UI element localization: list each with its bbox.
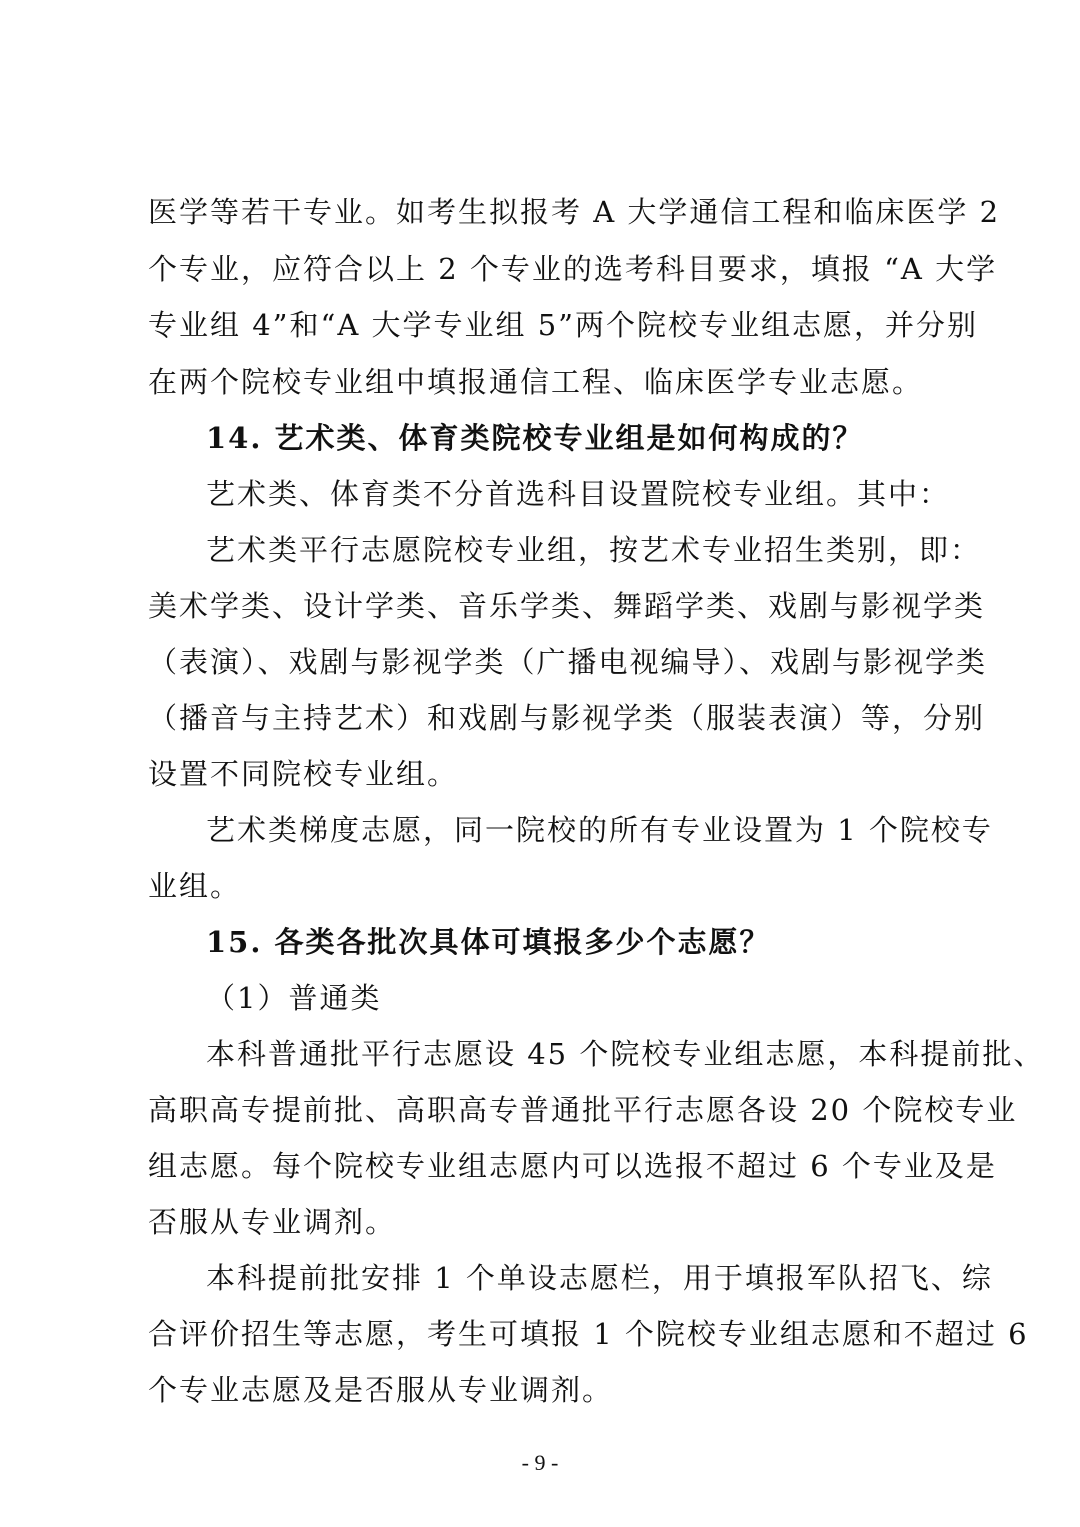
body-line: 专业组 4”和“A 大学专业组 5”两个院校专业组志愿，并分别 bbox=[148, 308, 978, 342]
body-line: 业组。 bbox=[148, 869, 242, 903]
body-line: 个专业志愿及是否服从专业调剂。 bbox=[148, 1373, 614, 1407]
subsection-heading: （1）普通类 bbox=[206, 981, 382, 1015]
body-line: 个专业，应符合以上 2 个专业的选考科目要求，填报 “A 大学 bbox=[148, 252, 998, 286]
body-line: 在两个院校专业组中填报通信工程、临床医学专业志愿。 bbox=[148, 365, 924, 399]
body-line: 本科普通批平行志愿设 45 个院校专业组志愿，本科提前批、 bbox=[206, 1037, 1045, 1071]
body-line: 本科提前批安排 1 个单设志愿栏，用于填报军队招飞、综 bbox=[206, 1261, 993, 1295]
body-line: （表演）、戏剧与影视学类（广播电视编导）、戏剧与影视学类 bbox=[148, 645, 988, 679]
body-line: 设置不同院校专业组。 bbox=[148, 757, 459, 791]
page-number: - 9 - bbox=[521, 1450, 559, 1475]
section-heading-14: 14. 艺术类、体育类院校专业组是如何构成的？ bbox=[206, 421, 864, 455]
body-line: 组志愿。每个院校专业组志愿内可以选报不超过 6 个专业及是 bbox=[148, 1149, 997, 1183]
body-line: 否服从专业调剂。 bbox=[148, 1205, 397, 1239]
body-line: 美术学类、设计学类、音乐学类、舞蹈学类、戏剧与影视学类 bbox=[148, 589, 986, 623]
body-line: 医学等若干专业。如考生拟报考 A 大学通信工程和临床医学 2 bbox=[148, 195, 1001, 229]
body-line: 高职高专提前批、高职高专普通批平行志愿各设 20 个院校专业 bbox=[148, 1093, 1018, 1127]
body-line: 合评价招生等志愿，考生可填报 1 个院校专业组志愿和不超过 6 bbox=[148, 1317, 1029, 1351]
body-line: 艺术类梯度志愿，同一院校的所有专业设置为 1 个院校专 bbox=[206, 813, 993, 847]
body-line: 艺术类平行志愿院校专业组，按艺术专业招生类别，即： bbox=[206, 533, 982, 567]
section-heading-15: 15. 各类各批次具体可填报多少个志愿？ bbox=[206, 925, 771, 959]
body-line: 艺术类、体育类不分首选科目设置院校专业组。其中： bbox=[206, 477, 951, 511]
body-line: （播音与主持艺术）和戏剧与影视学类（服装表演）等，分别 bbox=[148, 701, 986, 735]
